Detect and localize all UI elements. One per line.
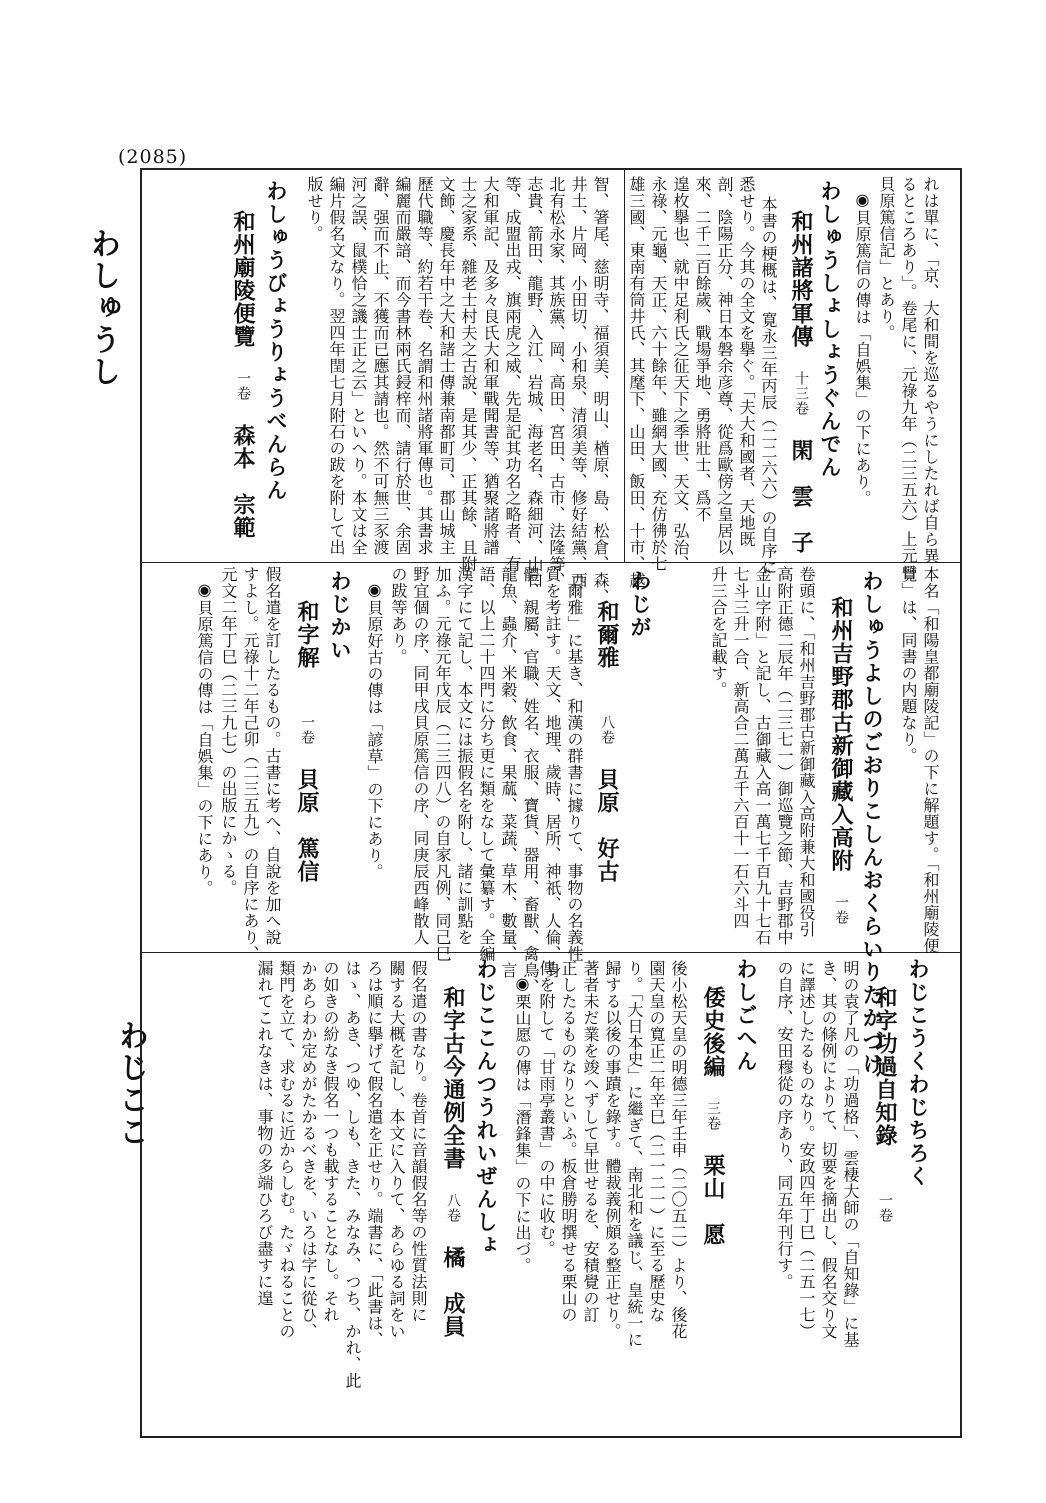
text-line: 龍魚、蟲介、米穀、飲食、果蓏、菜蔬、草木、數量、言 <box>499 566 518 979</box>
text-line: の跋等あり。 <box>389 566 408 665</box>
text-line: 井土、片岡、小田切、小和泉、清須美等、修好結黨、西 <box>569 176 588 589</box>
text-line: 傳を附して「甘雨亭叢書」の中に收む。 <box>537 960 556 1257</box>
text-line: 七斗三升一合、新高合二萬五千六百十一石六斗四 <box>731 566 750 929</box>
text-line: 辭、强而不止、不獲而已應其請也。然不可無三豕渡 <box>371 176 390 556</box>
title-text: 和字古今通例全書 <box>440 986 466 1170</box>
author-name: 貝原 篤信 <box>294 768 320 883</box>
text-line: 後小松天皇の明德三年壬申（二〇五二）より、後花 <box>669 960 688 1340</box>
entry-reading: わしごへん <box>734 958 759 1073</box>
text-line: 元文二年丁巳（二三九七）の出版にかゝる。 <box>219 566 238 896</box>
text-line: ◉栗山愿の傳は「潛鋒集」の下に出づ。 <box>513 974 532 1274</box>
text-line: ◉貝原好古の傳は「諺草」の下にあり。 <box>365 580 384 880</box>
text-line: 關する大概を記し、本文に入りて、あらゆる詞をい <box>387 960 406 1340</box>
text-line: 正したるものなりといふ。板倉勝明撰せる栗山の <box>559 960 578 1323</box>
text-line: 野宜個の序、同甲戌貝原篤信の序、同庚辰西峰散人 <box>411 566 430 946</box>
author-name: 森本 宗範 <box>230 424 256 539</box>
volume-count: 十三卷 <box>793 371 809 416</box>
text-line: すよし。元祿十二年己卯（二三五九）の自序にあり、 <box>241 566 260 962</box>
text-line: 語、以上二十四門に分ち更に類をなして彙纂す。全編 <box>477 566 496 962</box>
text-line: の自序、安田穆從の序あり、同五年刊行す。 <box>775 960 794 1290</box>
text-line: の如きの紛なき假名一つも載することなし。それ <box>321 960 340 1323</box>
margin-tab-lower: わじここ <box>113 1020 148 1148</box>
entry-title <box>442 986 464 1426</box>
text-line: 質を考註す。天文、地理、歲時、居所、神祇、人倫、身 <box>543 566 562 979</box>
text-line: 升三合を記載す。 <box>709 566 728 698</box>
entry-title <box>296 600 318 946</box>
volume-count: 八卷 <box>599 715 615 745</box>
text-line: 悉せり。今其の全文を擧ぐ。「夫大和國者、天地既 <box>737 176 756 548</box>
text-line: 遑枚擧也、就中足利氏之征天下之季世、天文、弘治、 <box>671 176 690 572</box>
text-line: 假名遣を訂したるもの。古書に考へ、自說を加へ說 <box>263 566 282 946</box>
text-line: 漏れてこれなきは、事物の多端ひろび盡すに遑 <box>255 960 274 1307</box>
text-line: 金山字附」と記し、古御藏入高一萬七千百九十七石 <box>753 566 772 946</box>
text-line: 智、箸尾、慈明寺、福須美、明山、楢原、島、松倉、森、 <box>591 176 610 605</box>
text-line: 永祿、元龜、天正、六十餘年、雖網大國、充仿彿於七 <box>649 176 668 572</box>
entry-title <box>232 210 254 556</box>
text-line: 編片假名文なり。翌四年閏七月附石の跋を附して出 <box>327 176 346 556</box>
text-line: 體、親屬、官職、姓名、衣服、寶貨、器用、畜獸、禽鳥、 <box>521 566 540 995</box>
entry-reading: わしゅうしょしょうぐんでん <box>818 180 843 479</box>
text-line: ◉貝原篤信の傳は「自娯集」の下にあり。 <box>195 580 214 897</box>
text-line: 歸する以後の事蹟を錄す。體裁義例頗る整正せり。 <box>603 960 622 1340</box>
text-line: かあらわか定めがたかるべきを、いろは字に從ひ、 <box>299 960 318 1340</box>
author-name: 栗山 愿 <box>700 1154 726 1246</box>
text-line: り。「大日本史」に繼ぎて、南北和を議じ、皇統一に <box>625 960 644 1348</box>
text-line: 「爾雅」に基き、和漢の群書に據りて、事物の名義性 <box>565 566 584 962</box>
title-text: 和爾雅 <box>594 600 620 669</box>
text-line: 加ふ。元祿元年戊辰（二三四八）の自家凡例、同己巳 <box>433 566 452 962</box>
text-line: 假名遣の書なり。卷首に音韻假名等の性質法則に <box>409 960 428 1323</box>
text-line: れは單に、「京、大和間を巡るやうにしたれば自ら異 <box>921 176 940 564</box>
title-text: 和州吉野郡古新御藏入高附 <box>828 596 854 872</box>
text-line: 卷頭に、「和州吉野郡古新御藏入高附兼大和國役引 <box>797 566 816 938</box>
text-line: 著者未だ業を竣へずして早世せるを、安積覺の訂 <box>581 960 600 1323</box>
volume-count: 一卷 <box>299 715 315 745</box>
text-line: 高附正德二辰年（二三七一）御巡覽之節、吉野郡中 <box>775 566 794 946</box>
title-text: 倭史後編 <box>700 986 726 1078</box>
text-line: 園天皇の寬正二年辛巳（二一二一）に至る歷史な <box>647 960 666 1323</box>
title-text: 和州諸將軍傳 <box>788 210 814 348</box>
text-line: 歷代職等、約若干卷、名謂和州諸將軍傳也。其書求 <box>415 176 434 556</box>
text-line: ◉貝原篤信の傳は「自娯集」の下にあり。 <box>853 190 872 507</box>
volume-count: 一卷 <box>833 895 849 925</box>
entry-reading: わしゅうびょうりょうべんらん <box>264 180 289 502</box>
title-text: 和州廟陵便覽 <box>230 210 256 348</box>
text-line: 類門を立て、求むるに近からしむ。たゞねることの <box>277 960 296 1340</box>
text-line: 覽」は、同書の内題なり。 <box>899 566 918 764</box>
entry-reading: わしゅうよしのごおりこしんおくらいりたかづけ <box>860 570 885 1076</box>
volume-count: 三卷 <box>705 1101 721 1131</box>
text-line: 版せり。 <box>305 176 324 242</box>
text-line: 士之家系、雜老士村夫之古說、是其少、正其餘、且附 <box>459 176 478 572</box>
entry-reading: わじこうくわじちろく <box>906 958 931 1188</box>
text-line: 本書の梗概は、寛永三年丙辰（二二六六）の自序に <box>759 196 778 576</box>
author-name: 貝原 好古 <box>594 768 620 883</box>
entry-title <box>790 210 812 556</box>
text-line: 來、二千二百餘歲、戰場爭地、勇將壯士、爲不 <box>693 176 712 523</box>
entry-title <box>702 986 724 1426</box>
text-line: 剖、陰陽正分、神日本磐余彦尊、從爲歐傍之皇居以 <box>715 176 734 556</box>
text-line: 北有松永家、其族黨、岡、高田、宮田、古市、法隆等、 <box>547 176 566 589</box>
entry-title <box>830 596 852 946</box>
text-line: き、其の條例によりて、切要を摘出し、假名交り文 <box>819 960 838 1340</box>
page-number: (2085) <box>118 146 188 168</box>
text-line: 漢字にて記し、本文には振假名を附し、諸に訓點を <box>455 566 474 946</box>
text-line: 文飾、慶長年中之大和諸士傳兼南都町司、郡山城主 <box>437 176 456 556</box>
text-line: 編麗而嚴諳、而今書林兩氏鋟梓而、請行於世、余固 <box>393 176 412 556</box>
text-line: 雄三國、東南有筒井氏、其麾下、山田、飯田、十市、越 <box>627 176 646 589</box>
volume-count: 八卷 <box>445 1193 461 1223</box>
entry-reading: わじかい <box>328 570 353 662</box>
volume-count: 一卷 <box>235 371 251 401</box>
entry-title <box>874 986 896 1426</box>
text-line: 河之誤、鼠樸恰之譏士正之云」といへり。本文は全 <box>349 176 368 556</box>
text-line: に譯述したるものなり。安政四年丁巳（二五一七） <box>797 960 816 1340</box>
margin-tab-upper: わしゅうし <box>85 228 120 388</box>
title-text: 和字解 <box>294 600 320 669</box>
title-text: 和字功過自知錄 <box>872 986 898 1147</box>
text-line: はゝ、あき、つゆ、しも、きた、みなみ、つち、かれ、此 <box>343 960 362 1389</box>
volume-count: 一卷 <box>877 1193 893 1223</box>
text-line: るところあり」。卷尾に、元祿九年（二三五六）上元日 <box>899 176 918 581</box>
entry-title <box>596 600 618 946</box>
text-line: 明の袁了凡の「功過格」、雲棲大師の「自知錄」に基 <box>841 960 860 1348</box>
entry-reading: わじここんつうれいぜんしょ <box>474 958 499 1257</box>
text-line: 大和軍記、及多々良氏大和軍戰聞書等、猶聚諸將譜 <box>481 176 500 556</box>
divider-vertical <box>624 170 625 562</box>
text-line: ろは順に擧げて假名遣を正せり。端書に、「此書は、 <box>365 960 384 1348</box>
text-line: 本名「和陽皇都廟陵記」の下に解題す。「和州廟陵便 <box>921 566 940 954</box>
text-line: 等、成盟出戎、旗兩虎之威、先是記其功名之略者、有 <box>503 176 522 572</box>
text-line: 貝原篤信記」とあり。 <box>877 176 896 341</box>
text-line: 志貴、箭田、龍野、入江、岩城、海老名、森細河、山口 <box>525 176 544 589</box>
author-name: 閑 雲 子 <box>788 439 814 554</box>
entry-reading: わじが <box>628 570 653 639</box>
author-name: 橘 成員 <box>440 1246 466 1338</box>
